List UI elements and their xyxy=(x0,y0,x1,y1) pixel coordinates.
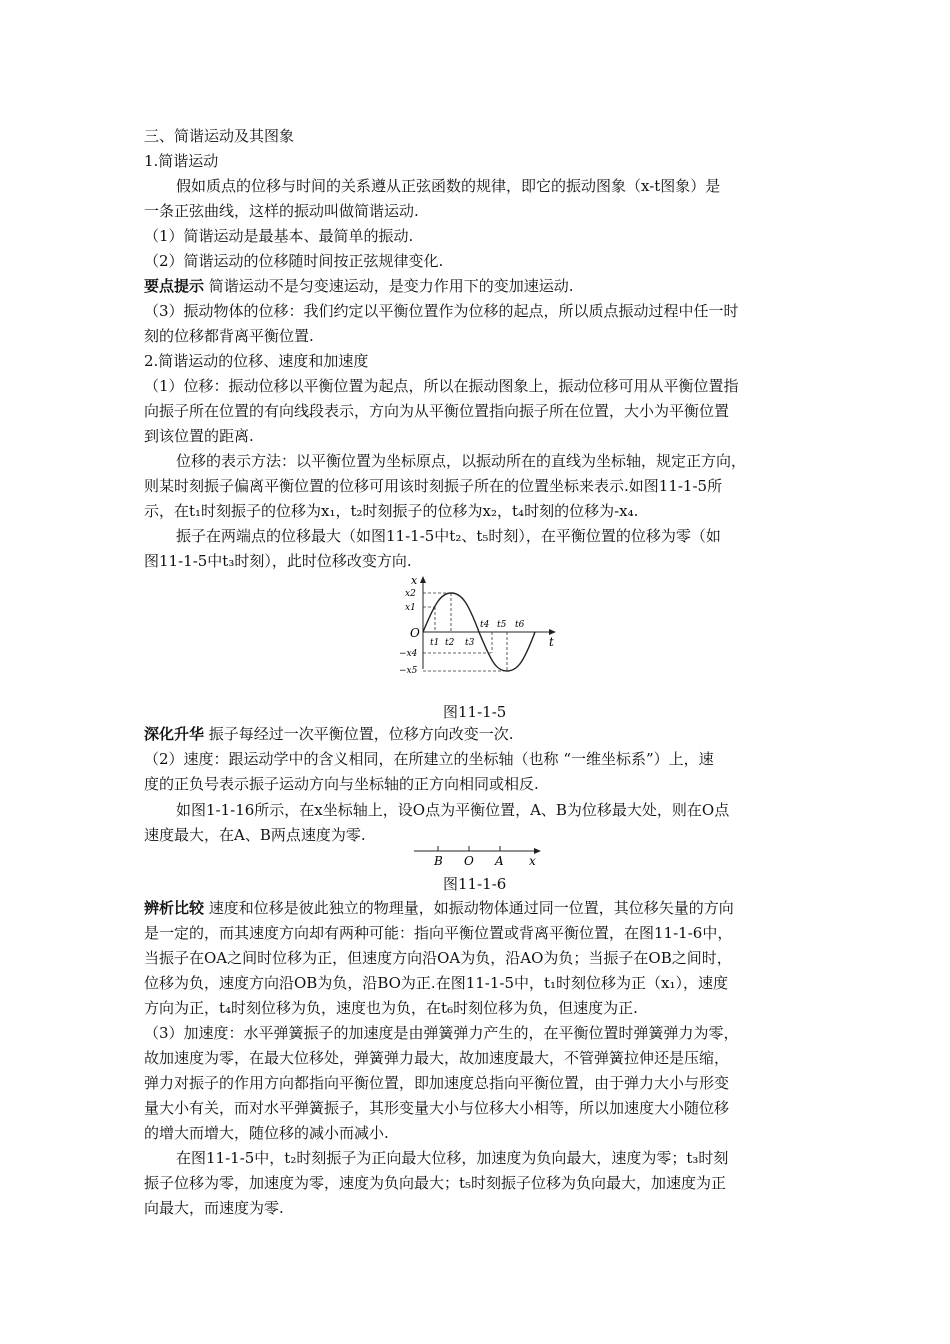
paragraph-line: （2）速度：跟运动学中的含义相同，在所建立的坐标轴（也称 “一维坐标系”）上，速 xyxy=(144,750,714,768)
t-tick-t1: t1 xyxy=(430,638,440,648)
t-tick-t2: t2 xyxy=(445,638,455,648)
paragraph-line: 度的正负号表示振子运动方向与坐标轴的正方向相同或相反. xyxy=(144,775,539,793)
subsection-heading: 2.简谐运动的位移、速度和加速度 xyxy=(144,352,369,370)
paragraph-line: 速度最大，在A、B两点速度为零. xyxy=(144,826,366,844)
y-tick-neg-x4: −x4 xyxy=(399,649,418,659)
paragraph-line: 方向为正，t₄时刻位移为负，速度也为负，在t₆时刻位移为负，但速度为正. xyxy=(144,999,638,1017)
paragraph-line: 一条正弦曲线，这样的振动叫做简谐运动. xyxy=(144,202,419,220)
key-point-line xyxy=(144,276,574,296)
paragraph-line: 刻的位移都背离平衡位置. xyxy=(144,327,314,345)
t-tick-t4: t4 xyxy=(480,620,490,630)
paragraph-line: 在图11-1-5中，t₂时刻振子为正向最大位移，加速度为负向最大，速度为零；t₃时刻 xyxy=(176,1149,729,1167)
y-tick-x2: x2 xyxy=(405,589,416,599)
figure-caption: 图11-1-5 xyxy=(443,703,507,721)
t-tick-t6: t6 xyxy=(515,620,525,630)
paragraph-line: 假如质点的位移与时间的关系遵从正弦函数的规律，即它的振动图象（x-t图象）是 xyxy=(176,177,721,195)
displacement-time-graph xyxy=(368,573,558,673)
y-axis-label: x xyxy=(411,574,418,587)
paragraph-line: 示，在t₁时刻振子的位移为x₁，t₂时刻振子的位移为x₂，t₄时刻的位移为-x₄. xyxy=(144,502,639,520)
paragraph-line: 当振子在OA之间时位移为正，但速度方向沿OA为负，沿AO为负；当振子在OB之间时， xyxy=(144,949,732,967)
paragraph-line: 向振子所在位置的有向线段表示，方向为从平衡位置指向振子所在位置，大小为平衡位置 xyxy=(144,402,730,420)
paragraph-line: 振子在两端点的位移最大（如图11-1-5中t₂、t₅时刻），在平衡位置的位移为零（如 xyxy=(176,527,721,545)
paragraph-line: （1）位移：振动位移以平衡位置为起点，所以在振动图象上，振动位移可用从平衡位置指 xyxy=(144,377,739,395)
paragraph-line: 的增大而增大，随位移的减小而减小. xyxy=(144,1124,389,1142)
paragraph-line: 位移为负，速度方向沿OB为负，沿BO为正.在图11-1-5中，t₁时刻位移为正（x₁），速度 xyxy=(144,974,729,992)
paragraph-line: 向最大，而速度为零. xyxy=(144,1199,284,1217)
key-point-label: 要点提示 xyxy=(144,277,205,295)
paragraph-line: 故加速度为零，在最大位移处，弹簧弹力最大，故加速度最大，不管弹簧拉伸还是压缩， xyxy=(144,1049,730,1067)
key-point-text: 简谐运动不是匀变速运动，是变力作用下的变加速运动. xyxy=(208,277,574,295)
paragraph-line: 如图1-1-16所示，在x坐标轴上，设O点为平衡位置，A、B为位移最大处，则在O点 xyxy=(176,801,730,819)
compare-label: 辨析比较 xyxy=(144,899,205,917)
paragraph-line: 到该位置的距离. xyxy=(144,427,254,445)
paragraph-line: 则某时刻振子偏离平衡位置的位移可用该时刻振子所在的位置坐标来表示.如图11-1-5所 xyxy=(144,477,723,495)
deepen-label: 深化升华 xyxy=(144,725,205,743)
paragraph-line: 位移的表示方法：以平衡位置为坐标原点，以振动所在的直线为坐标轴，规定正方向， xyxy=(176,452,747,470)
y-tick-x1: x1 xyxy=(405,603,416,613)
point-a-label: A xyxy=(495,854,504,868)
t-tick-t5: t5 xyxy=(497,620,507,630)
paragraph-line: （2）简谐运动的位移随时间按正弦规律变化. xyxy=(144,252,444,270)
paragraph-line: 图11-1-5中t₃时刻），此时位移改变方向. xyxy=(144,552,412,570)
y-tick-neg-x5: −x5 xyxy=(399,666,418,673)
paragraph-line: 弹力对振子的作用方向都指向平衡位置，即加速度总指向平衡位置，由于弹力大小与形变 xyxy=(144,1074,730,1092)
paragraph-line: 量大小有关，而对水平弹簧振子，其形变量大小与位移大小相等，所以加速度大小随位移 xyxy=(144,1099,730,1117)
paragraph-line: （3）加速度：水平弹簧振子的加速度是由弹簧弹力产生的，在平衡位置时弹簧弹力为零， xyxy=(144,1024,739,1042)
paragraph-line: 是一定的，而其速度方向却有两种可能：指向平衡位置或背离平衡位置，在图11-1-6中， xyxy=(144,924,733,942)
deepen-text: 振子每经过一次平衡位置，位移方向改变一次. xyxy=(208,725,514,743)
deepen-line xyxy=(144,724,514,744)
section-heading: 三、简谐运动及其图象 xyxy=(144,127,295,145)
compare-text: 速度和位移是彼此独立的物理量，如振动物体通过同一位置，其位移矢量的方向 xyxy=(208,899,734,917)
paragraph-line: （1）简谐运动是最基本、最简单的振动. xyxy=(144,227,414,245)
x-axis-label: t xyxy=(549,635,554,649)
position-axis-diagram xyxy=(412,846,544,870)
t-tick-t3: t3 xyxy=(465,638,475,648)
point-b-label: B xyxy=(434,854,443,868)
figure-caption: 图11-1-6 xyxy=(443,875,507,893)
compare-line xyxy=(144,898,734,918)
origin-label: O xyxy=(410,626,420,640)
subsection-heading: 1.简谐运动 xyxy=(144,152,219,170)
paragraph-line: （3）振动物体的位移：我们约定以平衡位置作为位移的起点，所以质点振动过程中任一时 xyxy=(144,302,739,320)
point-o-label: O xyxy=(464,854,474,868)
paragraph-line: 振子位移为零，加速度为零，速度为负向最大；t₅时刻振子位移为负向最大，加速度为正 xyxy=(144,1174,727,1192)
axis-x-label: x xyxy=(529,854,536,868)
